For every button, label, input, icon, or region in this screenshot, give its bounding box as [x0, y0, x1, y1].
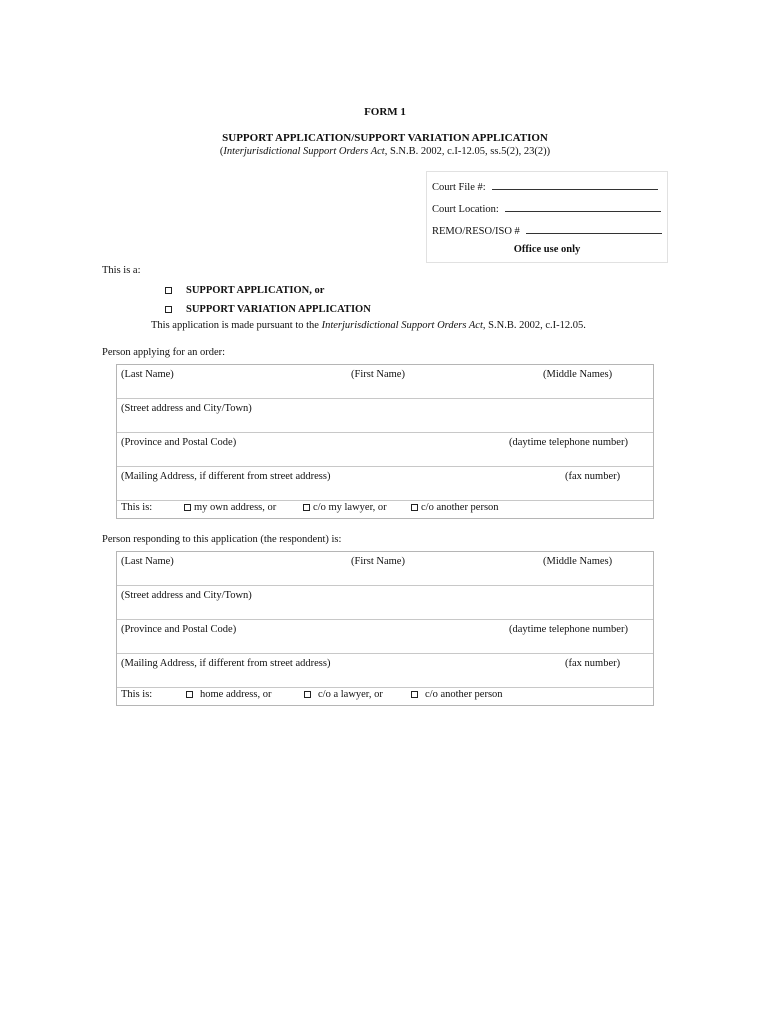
respondent-checkbox-home[interactable]: [186, 691, 193, 698]
respondent-mailing: (Mailing Address, if different from street address): [121, 658, 331, 669]
respondent-option-lawyer[interactable]: [304, 689, 383, 700]
office-use-box: [426, 171, 668, 263]
respondent-street-row[interactable]: [117, 586, 653, 620]
form-citation: [0, 146, 770, 157]
checkbox-support-variation[interactable]: [165, 306, 172, 313]
option-support-variation[interactable]: [165, 304, 371, 315]
respondent-this-is-row: [117, 687, 653, 706]
respondent-option-other[interactable]: [411, 689, 503, 700]
respondent-option-home-label: home address, or: [200, 689, 272, 700]
respondent-name-row[interactable]: [117, 552, 653, 586]
citation-open: (: [219, 146, 224, 157]
respondent-phone: (daytime telephone number): [509, 624, 628, 635]
remo-line: [432, 224, 662, 237]
applicant-street-row[interactable]: [117, 399, 653, 433]
respondent-option-lawyer-label: c/o a lawyer, or: [318, 689, 383, 700]
respondent-province-row[interactable]: [117, 620, 653, 654]
applicant-this-is-row: [117, 500, 653, 519]
applicant-mailing-row[interactable]: [117, 467, 653, 501]
applicant-street: (Street address and City/Town): [121, 403, 252, 414]
office-use-label: Office use only: [513, 244, 581, 255]
respondent-option-home[interactable]: [186, 689, 271, 700]
this-is-a-label: This is a:: [102, 265, 141, 276]
applicant-phone: (daytime telephone number): [509, 437, 628, 448]
applicant-option-other-label: c/o another person: [421, 502, 499, 513]
applicant-option-own-label: my own address, or: [194, 502, 277, 513]
respondent-first-name: (First Name): [351, 556, 405, 567]
form-number: FORM 1: [364, 106, 406, 118]
citation-rest: , S.N.B. 2002, c.I-12.05, ss.5(2), 23(2)): [384, 146, 551, 157]
respondent-street: (Street address and City/Town): [121, 590, 252, 601]
applicant-checkbox-other[interactable]: [411, 504, 418, 511]
applicant-option-lawyer-label: c/o my lawyer, or: [313, 502, 387, 513]
respondent-middle-names: (Middle Names): [543, 556, 613, 567]
court-location-label: Court Location:: [432, 204, 499, 215]
respondent-last-name: (Last Name): [121, 556, 174, 567]
applicant-section-label: Person applying for an order:: [102, 347, 226, 358]
checkbox-support-application[interactable]: [165, 287, 172, 294]
respondent-fax: (fax number): [565, 658, 621, 669]
applicant-middle-names: (Middle Names): [543, 369, 613, 380]
respondent-province: (Province and Postal Code): [121, 624, 237, 635]
applicant-last-name: (Last Name): [121, 369, 174, 380]
option-support-variation-label: SUPPORT VARIATION APPLICATION: [186, 304, 371, 315]
applicant-province: (Province and Postal Code): [121, 437, 237, 448]
form-title: SUPPORT APPLICATION/SUPPORT VARIATION APPLICATION: [222, 132, 548, 144]
option-support-application[interactable]: [165, 285, 324, 296]
applicant-this-is-label: This is:: [121, 502, 153, 513]
applicant-first-name: (First Name): [351, 369, 405, 380]
respondent-mailing-row[interactable]: [117, 654, 653, 688]
option-support-application-label: SUPPORT APPLICATION, or: [186, 285, 325, 296]
applicant-name-row[interactable]: [117, 365, 653, 399]
applicant-checkbox-lawyer[interactable]: [303, 504, 310, 511]
court-file-line: [432, 180, 658, 193]
pursuant-prefix: This application is made pursuant to the: [151, 320, 322, 331]
applicant-option-own[interactable]: [184, 502, 276, 513]
remo-label: REMO/RESO/ISO #: [432, 226, 520, 237]
court-file-label: Court File #:: [432, 182, 486, 193]
applicant-checkbox-own[interactable]: [184, 504, 191, 511]
respondent-checkbox-lawyer[interactable]: [304, 691, 311, 698]
respondent-checkbox-other[interactable]: [411, 691, 418, 698]
applicant-mailing: (Mailing Address, if different from street address): [121, 471, 331, 482]
remo-field[interactable]: [526, 224, 662, 234]
applicant-box: [116, 364, 654, 519]
court-location-field[interactable]: [505, 202, 661, 212]
court-location-line: [432, 202, 661, 215]
citation-act: Interjurisdictional Support Orders Act: [223, 146, 385, 157]
pursuant-suffix: , S.N.B. 2002, c.I-12.05.: [482, 320, 586, 331]
respondent-this-is-label: This is:: [121, 689, 153, 700]
respondent-section-label: Person responding to this application (the respondent) is:: [102, 534, 342, 545]
court-file-field[interactable]: [492, 180, 658, 190]
applicant-fax: (fax number): [565, 471, 621, 482]
applicant-province-row[interactable]: [117, 433, 653, 467]
respondent-option-other-label: c/o another person: [425, 689, 503, 700]
pursuant-statement: [151, 320, 586, 331]
applicant-option-other[interactable]: [411, 502, 499, 513]
respondent-box: [116, 551, 654, 706]
applicant-option-lawyer[interactable]: [303, 502, 387, 513]
pursuant-act: Interjurisdictional Support Orders Act: [321, 320, 483, 331]
